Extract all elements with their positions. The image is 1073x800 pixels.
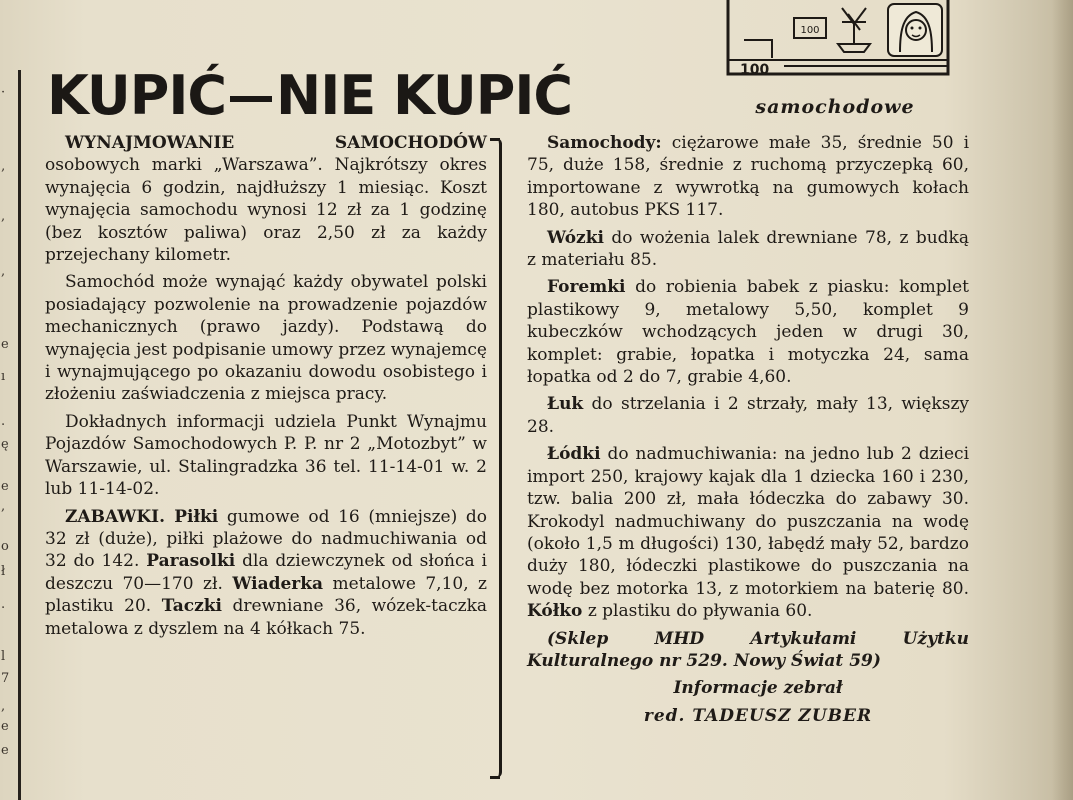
section-logo (724, 0, 954, 86)
headline-part-1: KUPIĆ (47, 64, 227, 127)
section-logo-word: samochodowe (755, 96, 915, 118)
sand-molds-text: do robienia babek z piasku: komplet plastikowy 9, metalowy 5,50, komplet 9 kubeczków wchodzących jeden w drugi 30, komplet: grabie, łopatka i motyczka 24, sama łopatka od 2 do 7, grabie 4,60. (527, 277, 970, 388)
bow-text: do strzelania i 2 strzały, mały 13, większy 28. (527, 394, 969, 437)
store-source-note: (Sklep MHD Artykułami Użytku Kulturalnego nr 529. Nowy Świat 59) (527, 628, 969, 671)
doll-prams-text: do wożenia lalek drewniane 78, z budką z materiału 85. (527, 227, 969, 271)
toy-cars-text: ciężarowe małe 35, średnie 50 i 75, duże 158, średnie z ruchomą przyczepką 60, importowane z wywrotką na gumowych kołach 180, autobus PKS 117. (527, 133, 970, 221)
lead-toys: ZABAWKI. Piłki (65, 506, 219, 527)
svg-text:100: 100 (800, 25, 820, 36)
lead-bow: Łuk (547, 394, 584, 415)
lead-umbrellas: Parasolki (146, 551, 236, 572)
column-divider-bracket (493, 138, 502, 778)
headline-dash (230, 96, 272, 102)
article-column-right (527, 132, 969, 732)
left-margin-fragments: · ‚ , , e ı . ę e , o ł . l 7 , e e (1, 85, 10, 758)
paragraph-boats (527, 443, 969, 622)
byline-intro: Informacje zebrał (673, 678, 843, 699)
swim-ring-text: z plastiku do pływania 60. (587, 601, 813, 622)
page-edge-shadow (1052, 0, 1073, 800)
body-car-rental: osobowych marki „Warszawa”. Najkrótszy okres wynajęcia 6 godzin, najdłuższy 1 miesiąc. Koszt wynajęcia samochodu wynosi 12 zł za 1 godzinę (bez kosztów paliwa) oraz 2,50 zł za każdy przejechany kilometr. (45, 155, 487, 266)
paragraph-toys (45, 506, 487, 640)
paragraph-rental-contact: Dokładnych informacji udziela Punkt Wynajmu Pojazdów Samochodowych P. P. nr 2 „Motozbyt” w Warszawie, ul. Stalingradzka 36 tel. 11-14-01 w. 2 lub 11-14-02. (45, 411, 487, 500)
lead-sand-molds: Foremki (547, 277, 626, 298)
buckets-text: metalowe 7,10, z plastiku 20. (45, 573, 487, 617)
bracket-tick-bottom (490, 776, 500, 779)
page-title (47, 66, 572, 126)
paragraph-sand-molds (527, 276, 969, 388)
paragraph-doll-prams (527, 227, 969, 272)
bracket-tick-top (490, 138, 500, 141)
lead-wheelbarrows: Taczki (161, 596, 222, 617)
toys-balls-text: gumowe od 16 (mniejsze) do 32 zł (duże), piłki plażowe do nadmuchiwania od 32 do 142. (45, 506, 487, 572)
car-illustration-icon (724, 0, 954, 86)
headline-part-2: NIE KUPIĆ (276, 64, 573, 127)
paragraph-toy-cars (527, 132, 969, 222)
boats-text: do nadmuchiwania: na jedno lub 2 dzieci import 250, krajowy kajak dla 1 dziecka 160 i 230, tzw. balia 200 zł, mała łódeczka do zabawy 30. Krokodyl nadmuchiwany do puszczania na wodę (około 1,5 m długości) 130, łabędź mały 52, bardzo duży 180, łódeczki plastikowe do puszczania na wodę bez motorka 13, z motorkiem na baterię 80. (527, 444, 970, 599)
lead-doll-prams: Wózki (547, 227, 604, 248)
lead-swim-ring: Kółko (527, 601, 583, 622)
paragraph-bow (527, 393, 969, 438)
svg-text:100: 100 (740, 62, 770, 78)
article-column-left (45, 132, 487, 645)
column-rule-left (18, 70, 21, 800)
lead-car-rental: WYNAJMOWANIE SAMOCHODÓW (65, 133, 487, 153)
lead-buckets: Wiaderka (232, 573, 324, 594)
umbrellas-text: dla dziewczynek od słońca i deszczu 70—170 zł. (45, 551, 487, 594)
paragraph-car-rental (45, 132, 487, 266)
lead-toy-cars: Samochody: (547, 133, 662, 153)
paragraph-rental-conditions: Samochód może wynająć każdy obywatel polski posiadający pozwolenie na prowadzenie pojazdów mechanicznych (prawo jazdy). Podstawą do wynajęcia jest podpisanie umowy przez wynajemcę i wynajmującego po okazaniu dowodu osobistego i złożeniu zaświadczenia z miejsca pracy. (45, 272, 487, 405)
byline-author: red. TADEUSZ ZUBER (643, 705, 873, 726)
lead-boats: Łódki (547, 444, 601, 465)
wheelbarrows-text: drewniane 36, wózek-taczka metalowa z dyszlem na 4 kółkach 75. (45, 596, 488, 639)
